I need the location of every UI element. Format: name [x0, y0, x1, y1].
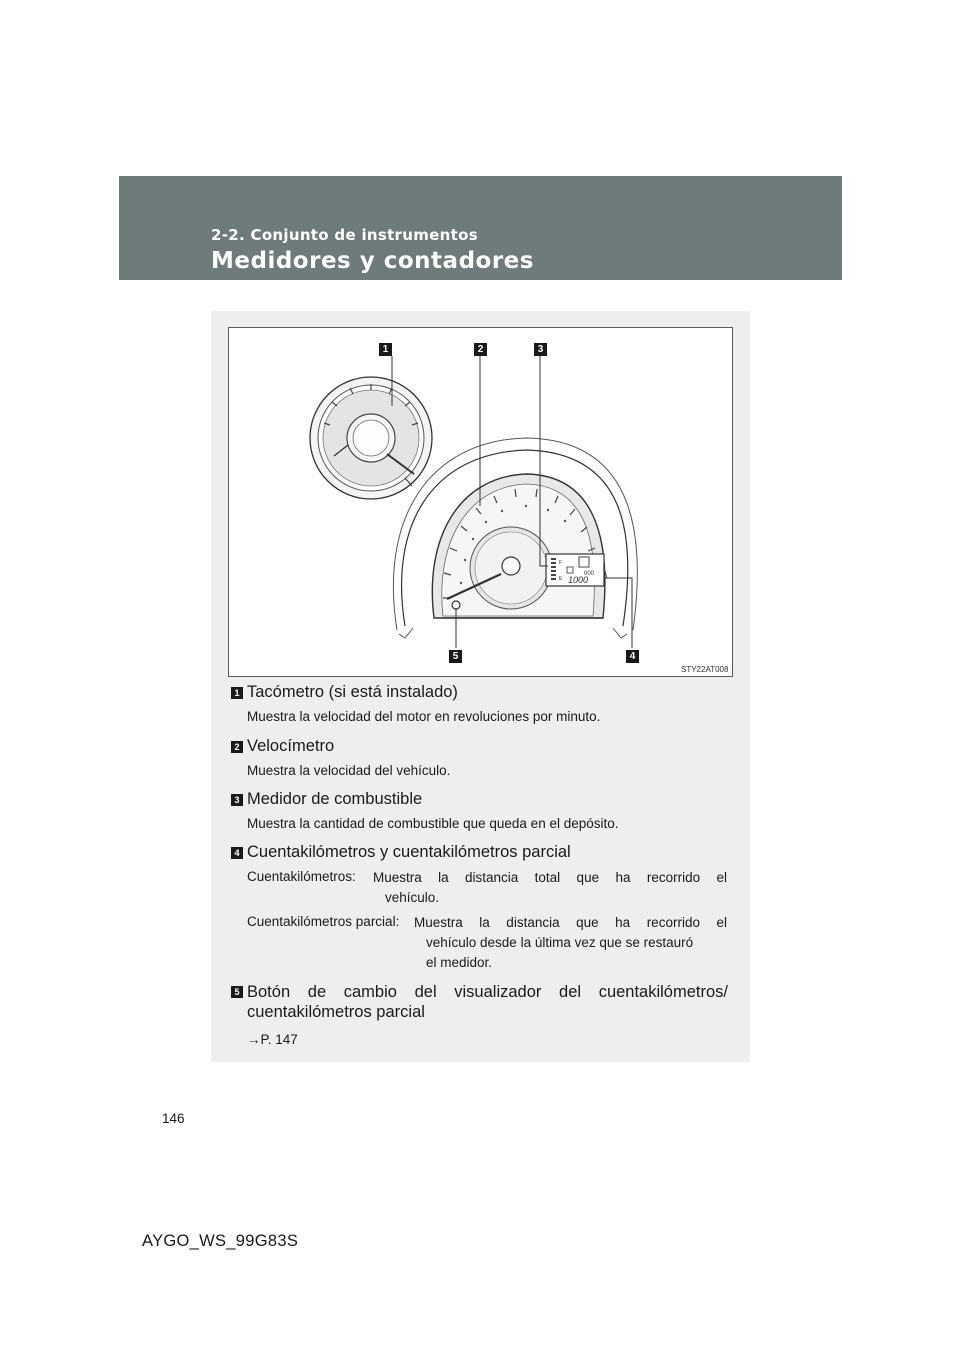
- item-description: Muestra la velocidad del motor en revoluciones por minuto.: [247, 709, 601, 724]
- callout-2: 2: [474, 343, 487, 356]
- odometer-readout-small: 000: [584, 571, 595, 577]
- item-title: Velocímetro: [247, 737, 335, 755]
- definition-line: Muestra la distancia total que ha recorrido el: [373, 870, 727, 885]
- item-title: Cuentakilómetros y cuentakilómetros parcial: [247, 843, 571, 861]
- page-reference-link[interactable]: →P. 147: [247, 1032, 298, 1047]
- item-number-badge: 5: [231, 986, 243, 998]
- odometer-definition: [373, 868, 727, 908]
- definition-line: vehículo.: [385, 890, 440, 905]
- trip-button-illustration: [452, 601, 460, 609]
- callout-4: 4: [626, 650, 639, 663]
- instrument-cluster-figure: [228, 327, 733, 677]
- item-title-continued: cuentakilómetros parcial: [247, 1003, 425, 1021]
- instrument-cluster-illustration: [229, 328, 732, 676]
- item-number-badge: 1: [231, 687, 243, 699]
- item-description: Muestra la cantidad de combustible que queda en el depósito.: [247, 816, 619, 831]
- document-id: AYGO_WS_99G83S: [142, 1232, 299, 1250]
- page-number: 146: [162, 1111, 185, 1126]
- item-title: Tacómetro (si está instalado): [247, 683, 458, 701]
- definition-line: el medidor.: [426, 955, 493, 970]
- trip-meter-label: Cuentakilómetros parcial:: [247, 914, 400, 929]
- fuel-empty-mark: E: [559, 576, 563, 582]
- item-description: Muestra la velocidad del vehículo.: [247, 763, 451, 778]
- speedometer-illustration: [393, 438, 637, 638]
- fuel-full-mark: F: [559, 560, 563, 566]
- callout-1: 1: [379, 343, 392, 356]
- item-number-badge: 2: [231, 741, 243, 753]
- callout-5: 5: [449, 650, 462, 663]
- item-title: Botón de cambio del visualizador del cuentakilómetros/: [247, 983, 728, 1001]
- odometer-label: Cuentakilómetros:: [247, 869, 356, 884]
- callout-3: 3: [534, 343, 547, 356]
- page-title: Medidores y contadores: [211, 248, 534, 274]
- figure-code: STY22AT008: [681, 665, 729, 674]
- definition-line: vehículo desde la última vez que se restauró: [426, 935, 694, 950]
- item-title: Medidor de combustible: [247, 790, 423, 808]
- definition-line: Muestra la distancia que ha recorrido el: [414, 915, 727, 930]
- chapter-header: [119, 176, 842, 280]
- item-number-badge: 4: [231, 847, 243, 859]
- odometer-readout-digits: 1000: [568, 575, 589, 585]
- trip-meter-definition: [414, 913, 727, 973]
- tachometer-illustration: [310, 377, 432, 499]
- section-label: 2-2. Conjunto de instrumentos: [211, 226, 478, 244]
- item-number-badge: 3: [231, 794, 243, 806]
